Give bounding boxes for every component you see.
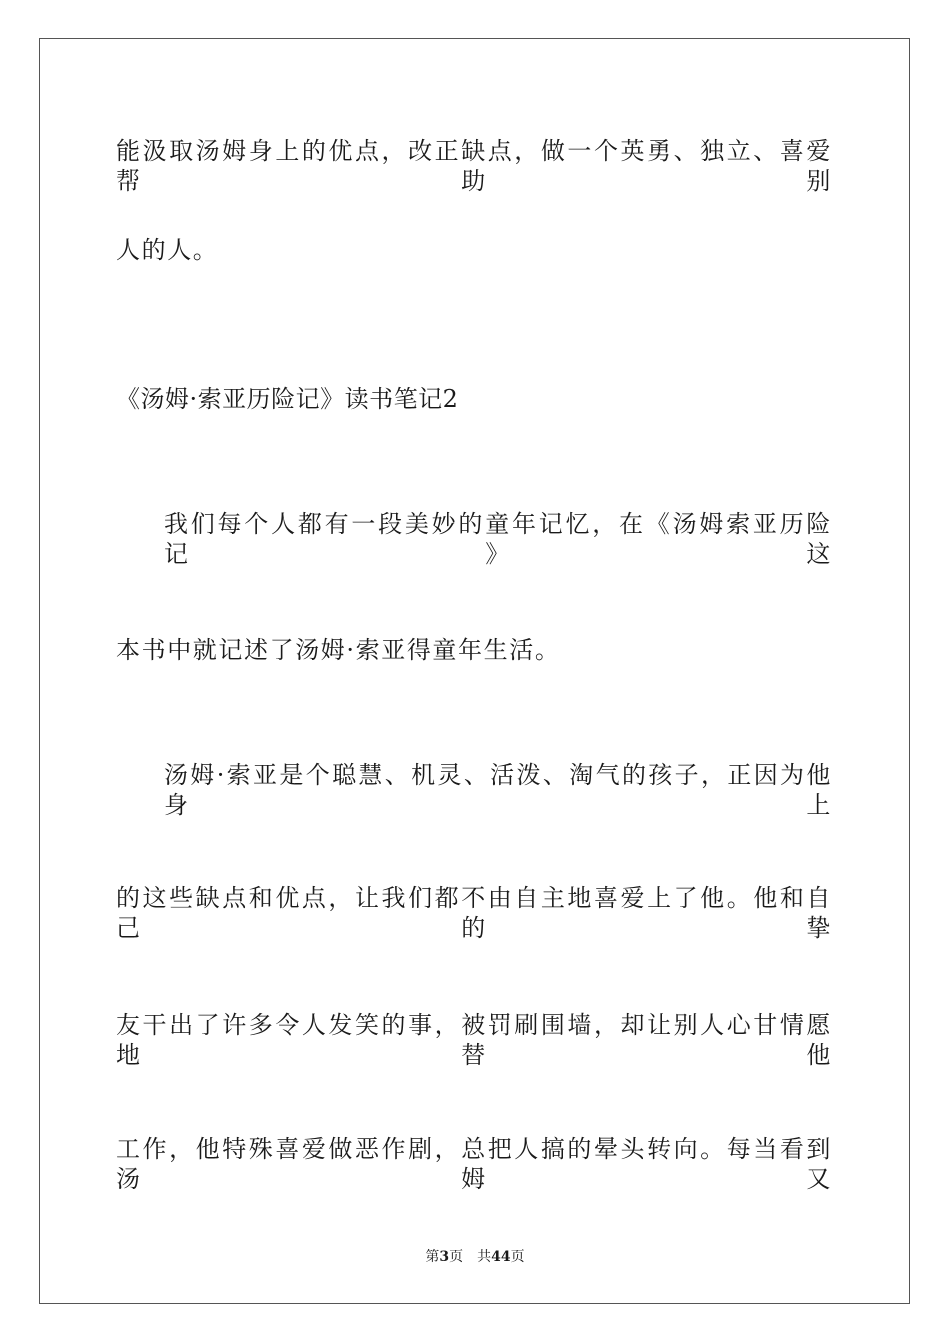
body-line-3: 我们每个人都有一段美妙的童年记忆，在《汤姆索亚历险记》这 bbox=[164, 510, 832, 568]
body-line-4: 本书中就记述了汤姆·索亚得童年生活。 bbox=[116, 636, 561, 664]
total-suffix: 页 bbox=[510, 1249, 525, 1265]
total-prefix: 共 bbox=[477, 1249, 492, 1265]
body-line-7: 友干出了许多令人发笑的事，被罚刷围墙，却让别人心甘情愿地替他 bbox=[116, 1011, 832, 1069]
page-suffix: 页 bbox=[449, 1249, 464, 1265]
page-prefix: 第 bbox=[425, 1249, 440, 1265]
total-pages: 44 bbox=[491, 1249, 511, 1265]
page-footer bbox=[0, 1248, 950, 1266]
section-heading: 《汤姆·索亚历险记》读书笔记2 bbox=[116, 385, 459, 413]
body-line-6: 的这些缺点和优点，让我们都不由自主地喜爱上了他。他和自己的挚 bbox=[116, 884, 832, 942]
page-number: 3 bbox=[439, 1249, 450, 1265]
body-line-5: 汤姆·索亚是个聪慧、机灵、活泼、淘气的孩子，正因为他身上 bbox=[164, 761, 832, 819]
body-line-8: 工作，他特殊喜爱做恶作剧，总把人搞的晕头转向。每当看到汤姆又 bbox=[116, 1135, 832, 1193]
page-border bbox=[39, 38, 910, 1304]
body-line-2: 人的人。 bbox=[116, 236, 219, 264]
body-line-1: 能汲取汤姆身上的优点，改正缺点，做一个英勇、独立、喜爱帮助别 bbox=[116, 137, 832, 195]
